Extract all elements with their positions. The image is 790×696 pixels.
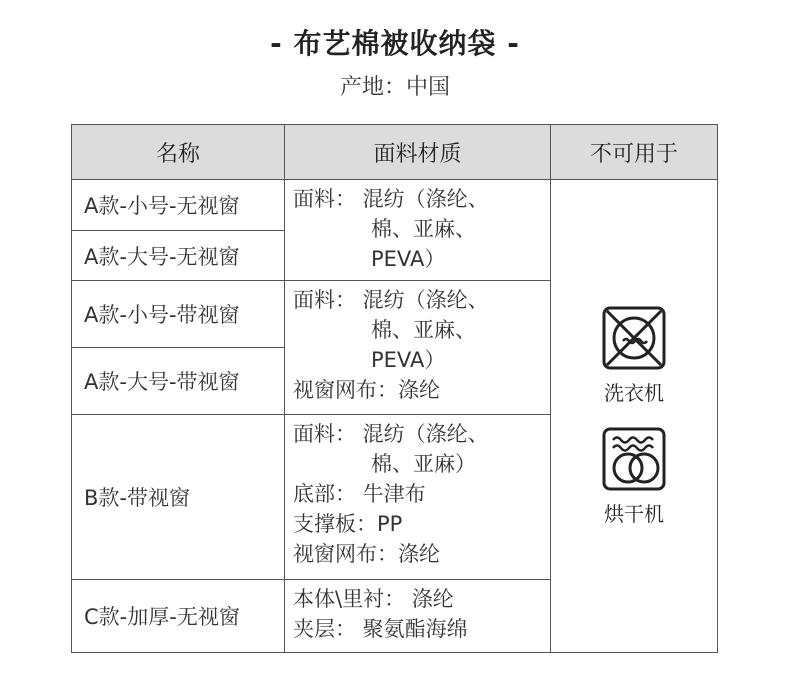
material-cell — [285, 580, 551, 653]
header-name: 名称 — [72, 125, 285, 180]
material-line: 本体\里衬： 涤纶 — [293, 587, 454, 611]
product-name: A款-大号-无视窗 — [72, 231, 285, 281]
product-name: A款-大号-带视窗 — [72, 348, 285, 415]
no-washing-machine-icon — [601, 305, 667, 371]
no-tumble-dry-icon — [601, 426, 667, 492]
material-line: PEVA） — [371, 348, 446, 372]
tumble-dryer-item — [551, 426, 717, 527]
material-cell — [285, 180, 551, 281]
washing-machine-label: 洗衣机 — [604, 381, 664, 405]
material-line: PEVA） — [371, 247, 446, 271]
material-cell — [285, 415, 551, 580]
header-row — [72, 125, 718, 180]
material-line: 面料： 混纺（涤纶、 — [293, 422, 489, 446]
material-cell — [285, 281, 551, 415]
tumble-dryer-label: 烘干机 — [604, 502, 664, 526]
product-name: B款-带视窗 — [72, 415, 285, 580]
material-line: 视窗网布：涤纶 — [293, 378, 440, 402]
header-material: 面料材质 — [285, 125, 551, 180]
material-line: 支撑板：PP — [293, 512, 403, 536]
material-line: 棉、亚麻、 — [371, 318, 476, 342]
material-line: 面料： 混纺（涤纶、 — [293, 187, 489, 211]
table-row — [72, 180, 718, 231]
page-title: - 布艺棉被收纳袋 - — [270, 27, 520, 60]
origin-subtitle: 产地：中国 — [339, 75, 450, 100]
not-for-cell — [551, 180, 718, 653]
material-line: 面料： 混纺（涤纶、 — [293, 288, 489, 312]
material-line: 棉、亚麻、 — [371, 217, 476, 241]
product-name: A款-小号-带视窗 — [72, 281, 285, 348]
product-name: A款-小号-无视窗 — [72, 180, 285, 231]
header-not-for: 不可用于 — [551, 125, 718, 180]
material-line: 底部： 牛津布 — [293, 482, 426, 506]
material-line: 棉、亚麻） — [371, 452, 476, 476]
spec-table — [71, 124, 718, 653]
material-line: 视窗网布：涤纶 — [293, 542, 440, 566]
material-line: 夹层： 聚氨酯海绵 — [293, 617, 468, 641]
product-name: C款-加厚-无视窗 — [72, 580, 285, 653]
washing-machine-item — [551, 305, 717, 406]
